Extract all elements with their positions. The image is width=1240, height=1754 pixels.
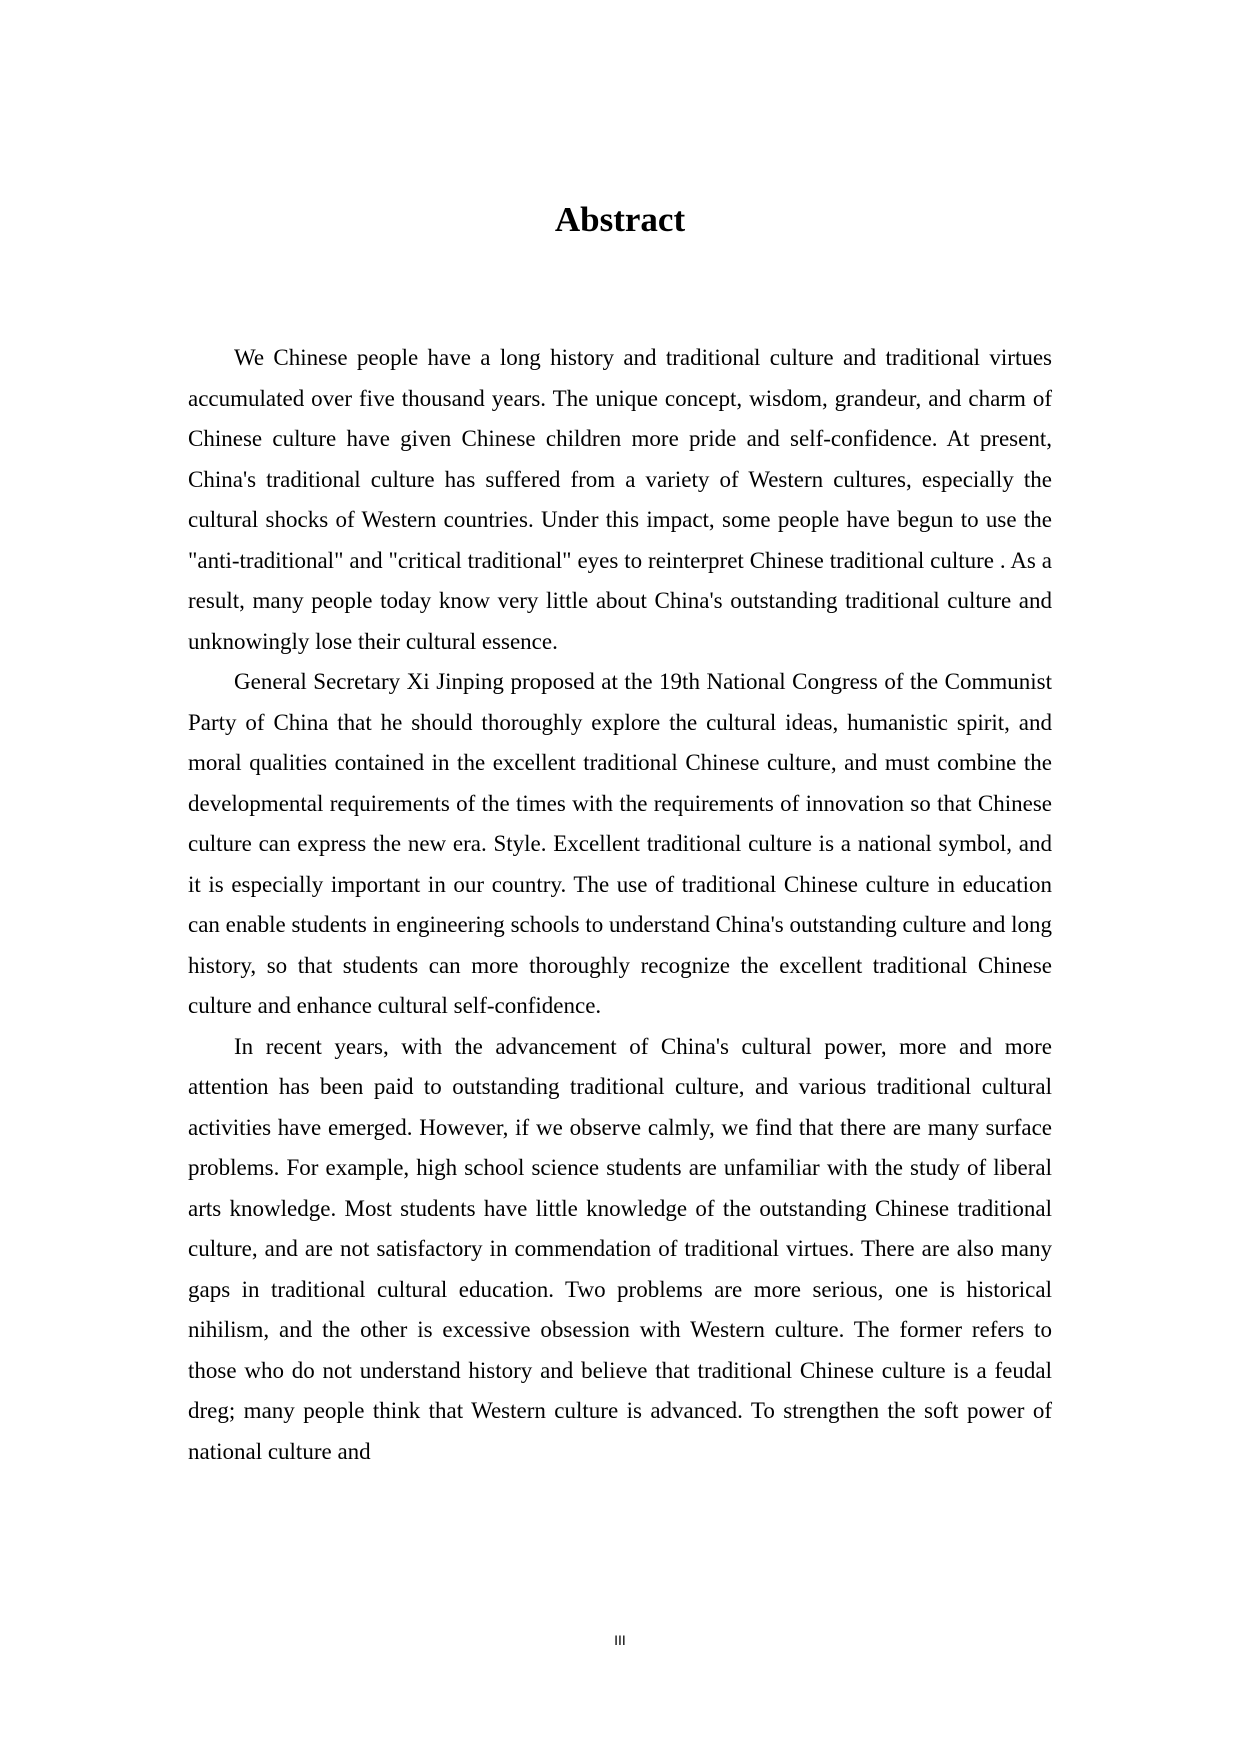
paragraph-1: We Chinese people have a long history and traditional culture and traditional virtues accumulated over five thousand years. The unique concept, wisdom, grandeur, and charm of Chinese culture have given Chinese children more pride and self-confidence. At present, China's traditional culture has suffered from a variety of Western cultures, especially the cultural shocks of Western countries. Under this impact, some people have begun to use the "anti-traditional" and "critical traditional" eyes to reinterpret Chinese traditional culture . As a result, many people today know very little about China's outstanding traditional culture and unknowingly lose their cultural essence. [188,345,1052,654]
paragraph-2: General Secretary Xi Jinping proposed at the 19th National Congress of the Communist Party of China that he should thoroughly explore the cultural ideas, humanistic spirit, and moral qualities contained in the excellent traditional Chinese culture, and must combine the developmental requirements of the times with the requirements of innovation so that Chinese culture can express the new era. Style. Excellent traditional culture is a national symbol, and it is especially important in our country. The use of traditional Chinese culture in education can enable students in engineering schools to understand China's outstanding culture and long history, so that students can more thoroughly recognize the excellent traditional Chinese culture and enhance cultural self-confidence. [188,669,1052,1018]
paragraph-3: In recent years, with the advancement of China's cultural power, more and more attention has been paid to outstanding traditional culture, and various traditional cultural activities have emerged. However, if we observe calmly, we find that there are many surface problems. For example, high school science students are unfamiliar with the study of liberal arts knowledge. Most students have little knowledge of the outstanding Chinese traditional culture, and are not satisfactory in commendation of traditional virtues. There are also many gaps in traditional cultural education. Two problems are more serious, one is historical nihilism, and the other is excessive obsession with Western culture. The former refers to those who do not understand history and believe that traditional Chinese culture is a feudal dreg; many people think that Western culture is advanced. To strengthen the soft power of national culture and [188,1033,1052,1464]
page-title: Abstract [554,200,686,239]
page-number: III [614,1632,626,1648]
abstract-body [188,338,1052,1472]
